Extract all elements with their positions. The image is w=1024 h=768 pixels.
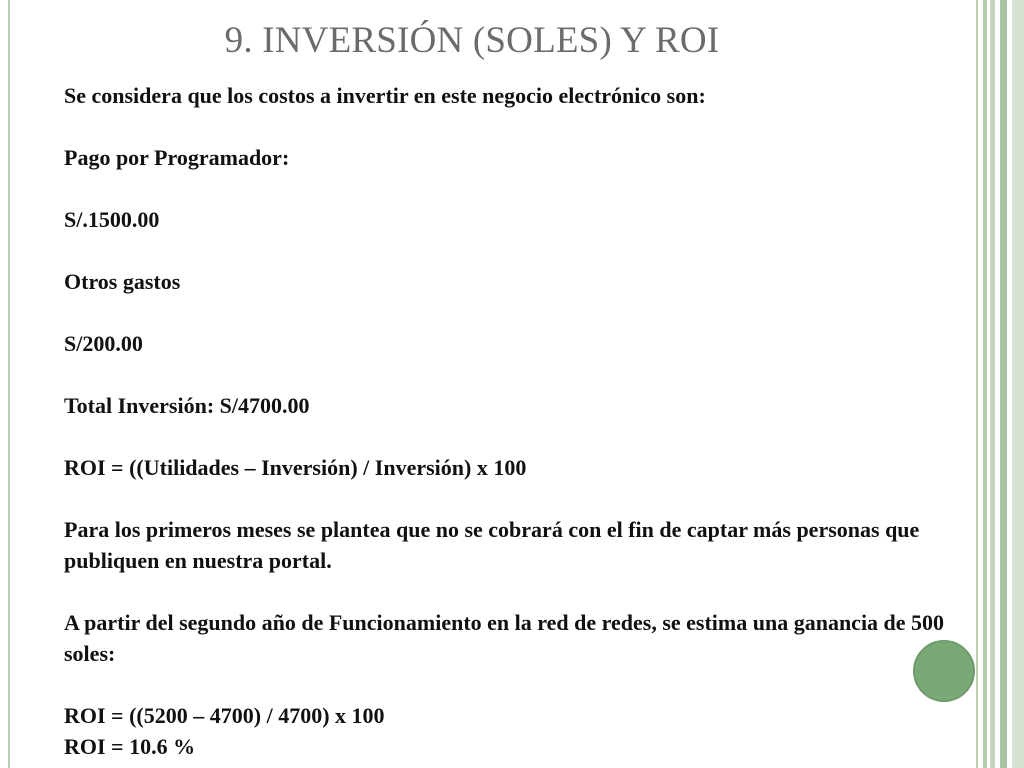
intro-paragraph: Se considera que los costos a invertir en este negocio electrónico son: [64,83,706,108]
right-border-stripe [983,0,987,768]
roi-formula: ROI = ((Utilidades – Inversión) / Inversión) x 100 [64,455,527,480]
second-year-paragraph: A partir del segundo año de Funcionamiento en la red de redes, se estima una ganancia de 500 soles: [64,610,945,666]
decorative-circle [913,640,975,702]
right-border-stripe [990,0,995,768]
inner-border-line [976,0,978,768]
roi-result: ROI = 10.6 % [64,734,196,759]
cost-value-other: S/200.00 [64,331,143,356]
slide-title: 9. INVERSIÓN (SOLES) Y ROI [224,20,720,61]
cost-label-other: Otros gastos [64,269,181,294]
first-months-paragraph: Para los primeros meses se plantea que no se cobrará con el fin de captar más personas que publiquen en nuestra portal. [64,517,920,573]
total-investment: Total Inversión: S/4700.00 [64,393,310,418]
roi-calculation: ROI = ((5200 – 4700) / 4700) x 100 [64,703,385,728]
cost-value-programmer: S/.1500.00 [64,207,160,232]
slide-body [64,80,959,768]
right-border-stripe [1012,0,1024,768]
left-border-line [8,0,10,768]
right-border-stripe [1000,0,1007,768]
cost-label-programmer: Pago por Programador: [64,145,290,170]
